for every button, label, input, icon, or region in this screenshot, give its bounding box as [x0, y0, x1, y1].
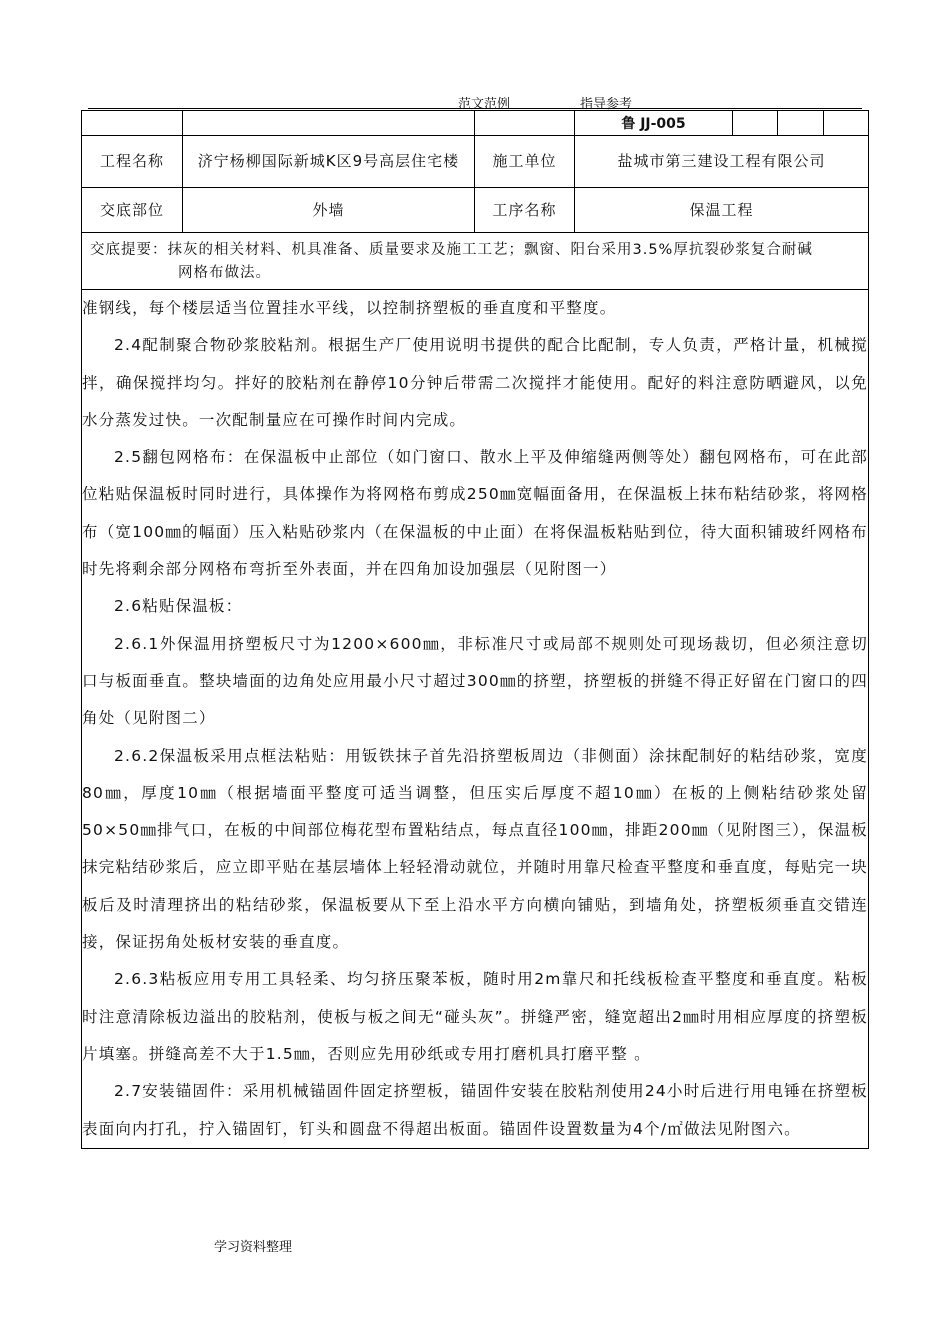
location-row	[82, 188, 869, 233]
header-right-note: 指导参考	[580, 97, 633, 112]
body-paragraph: 2.6粘贴保温板：	[114, 597, 243, 616]
header-divider	[88, 108, 862, 109]
location-value: 外墙	[183, 188, 475, 233]
project-name-value: 济宁杨柳国际新城K区9号高层住宅楼	[183, 136, 475, 188]
body-row	[82, 290, 869, 1149]
body-paragraph: 准钢线，每个楼层适当位置挂水平线，以控制挤塑板的垂直度和平整度。	[82, 299, 617, 317]
body-paragraph: 2.7安装锚固件：采用机械锚固件固定挤塑板，锚固件安装在胶粘剂使用24小时后进行用电锤在挤塑板表面向内打孔，拧入锚固钉，钉头和圆盘不得超出板面。锚固件设置数量为4个/㎡做法见附图六。	[82, 1082, 868, 1138]
header-left-note: 范文范例	[458, 97, 511, 112]
summary-line-2: 网格布做法。	[178, 265, 271, 281]
disclosure-form-table	[81, 110, 869, 1149]
process-value: 保温工程	[575, 188, 869, 233]
project-row	[82, 136, 869, 188]
contractor-value: 盐城市第三建设工程有限公司	[575, 136, 869, 188]
body-paragraph: 2.4配制聚合物砂浆胶粘剂。根据生产厂使用说明书提供的配合比配制，专人负责，严格计量，机械搅拌，确保搅拌均匀。拌好的胶粘剂在静停10分钟后带需二次搅拌才能使用。配好的料注意防晒避风，以免水分蒸发过快。一次配制量应在可操作时间内完成。	[82, 336, 868, 429]
location-label: 交底部位	[82, 188, 183, 233]
body-paragraph: 2.6.3粘板应用专用工具轻柔、均匀挤压聚苯板，随时用2m靠尺和托线板检查平整度和垂直度。粘板时注意清除板边溢出的胶粘剂，使板与板之间无“碰头灰”。拼缝严密，缝宽超出2㎜时用相应厚度的挤塑板片填塞。拼缝高差不大于1.5㎜，否则应先用砂纸或专用打磨机具打磨平整 。	[82, 970, 868, 1063]
blank-cell	[824, 111, 869, 136]
summary-cell	[82, 233, 869, 290]
blank-cell	[82, 111, 183, 136]
summary-row	[82, 233, 869, 290]
process-label: 工序名称	[475, 188, 575, 233]
body-paragraph: 2.5翻包网格布：在保温板中止部位（如门窗口、散水上平及伸缩缝两侧等处）翻包网格布，可在此部位粘贴保温板时同时进行，具体操作为将网格布剪成250㎜宽幅面备用，在保温板上抹布粘结砂浆，将网格布（宽100㎜的幅面）压入粘贴砂浆内（在保温板的中止面）在将保温板粘贴到位，待大面积铺玻纤网格布时先将剩余部分网格布弯折至外表面，并在四角加设加强层（见附图一）	[82, 448, 868, 579]
form-code: 鲁 JJ-005	[575, 111, 733, 136]
contractor-label: 施工单位	[475, 136, 575, 188]
blank-cell	[733, 111, 778, 136]
body-paragraph: 2.6.1外保温用挤塑板尺寸为1200×600㎜，非标准尺寸或局部不规则处可现场裁切，但必须注意切口与板面垂直。整块墙面的边角处应用最小尺寸超过300㎜的挤塑，挤塑板的拼缝不得正好留在门窗口的四角处（见附图二）	[82, 634, 868, 728]
project-name-label: 工程名称	[82, 136, 183, 188]
summary-line-1: 抹灰的相关材料、机具准备、质量要求及施工工艺；飘窗、阳台采用3.5%厚抗裂砂浆复合耐碱	[167, 242, 813, 258]
blank-cell	[475, 111, 575, 136]
body-cell	[82, 290, 869, 1149]
page-footer: 学习资料整理	[214, 1240, 293, 1255]
summary-label: 交底提要：	[90, 242, 168, 258]
body-paragraph: 2.6.2保温板采用点框法粘贴：用钣铁抹子首先沿挤塑板周边（非侧面）涂抹配制好的粘结砂浆，宽度80㎜，厚度10㎜（根据墙面平整度可适当调整，但压实后厚度不超10㎜）在板的上侧粘结砂浆处留50×50㎜排气口，在板的中间部位梅花型布置粘结点，每点直径100㎜，排距200㎜（见附图三），保温板抹完粘结砂浆后，应立即平贴在基层墙体上轻轻滑动就位，并随时用靠尺检查平整度和垂直度，每贴完一块板后及时清理挤出的粘结砂浆，保温板要从下至上沿水平方向横向铺贴，到墙角处，挤塑板须垂直交错连接，保证拐角处板材安装的垂直度。	[82, 746, 868, 952]
form-code-row	[82, 111, 869, 136]
blank-cell	[183, 111, 475, 136]
blank-cell	[778, 111, 824, 136]
